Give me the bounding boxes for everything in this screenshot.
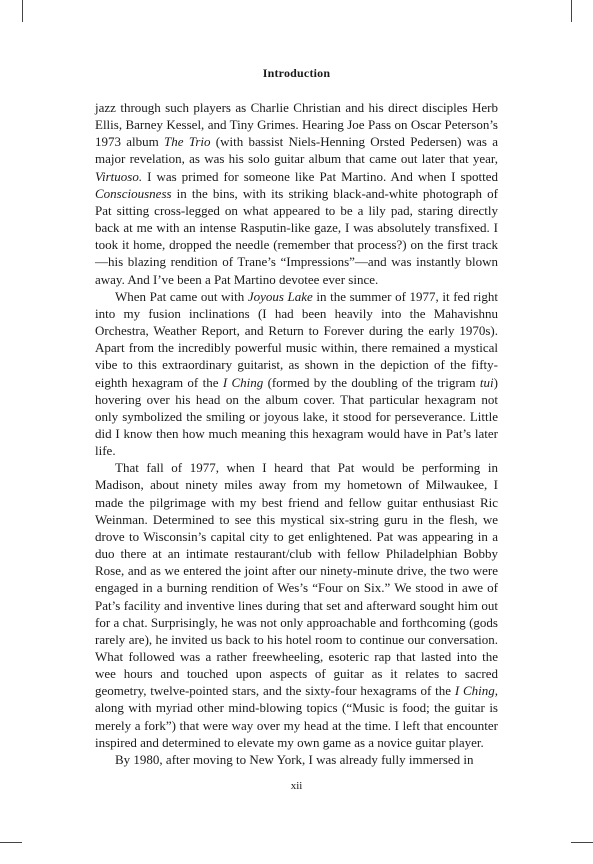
paragraph	[95, 459, 498, 751]
italic-title: I Ching,	[454, 683, 498, 699]
crop-mark-bottom-right	[571, 842, 593, 843]
text-run: in the summer of 1977, it fed right into my fusion inclinations (I had been heavily into the Mahavishnu Orchestra, Weather Report, and Return to Forever during the early 1970s). Apart from the incredibly powerful music within, there remained a mystical vibe to this extraordinary guitarist, as shown in the depiction of the fifty-eighth hexagram of the	[95, 288, 498, 390]
text-run: That fall of 1977, when I heard that Pat would be performing in Madison, about ninety miles away from my hometown of Milwaukee, I made the pilgrimage with my best friend and fellow guitar enthusiast Ric Weinman. Determined to see this mystical six-string guru in the flesh, we drove to Wisconsin’s capital city to get enlightened. Pat was appearing in a duo there at an intimate restaurant/club with fellow Philadelphian Bobby Rose, and as we entered the joint after our ninety-minute drive, the two were engaged in a burning rendition of Wes’s “Four on Six.” We stood in awe of Pat’s facility and inventive lines during that set and afterward sought him out for a chat. Surprisingly, he was not only approachable and forthcoming (gods rarely are), he invited us back to his hotel room to continue our conversation. What followed was a rather freewheeling, esoteric rap that lasted into the wee hours and touched upon aspects of guitar as it relates to sacred geometry, twelve-pointed stars, and the sixty-four hexagrams of the	[95, 460, 498, 699]
text-run: in the bins, with its striking black-and-white photograph of Pat sitting cross-legged on what appeared to be a lily pad, staring directly back at me with an intense Rasputin-like gaze, I was absolutely transfixed. I took it home, dropped the needle (remember that process?) on the first track—his blazing rendition of Trane’s “Impressions”—and was instantly blown away. And I’ve been a Pat Martino devotee ever since.	[95, 185, 498, 287]
paragraph	[95, 99, 498, 288]
text-run: By 1980, after moving to New York, I was already fully immersed in	[115, 751, 474, 767]
text-run: When Pat came out with	[115, 288, 248, 304]
crop-mark-top-left	[22, 0, 23, 22]
text-run: along with myriad other mind-blowing topics (“Music is food; the guitar is merely a fork”) that were way over my head at the time. I left that encounter inspired and determined to elevate my own game as a novice guitar player.	[95, 700, 498, 750]
text-run: (with bassist Niels-Henning Orsted Pedersen) was a major revelation, as was his solo guitar album that came out later that year,	[95, 134, 498, 167]
italic-title: I Ching	[222, 374, 264, 390]
italic-title: The Trio	[164, 134, 211, 150]
italic-title: tui	[479, 374, 494, 390]
page-number: xii	[290, 780, 303, 792]
paragraph	[95, 751, 498, 768]
running-header: Introduction	[262, 66, 331, 80]
italic-title: Virtuoso.	[95, 168, 143, 184]
italic-title: Consciousness	[95, 185, 172, 201]
body-text	[95, 99, 498, 768]
text-run: ) hovering over his head on the album cover. That particular hexagram not only symbolized the smiling or joyous lake, it stood for perseverance. Little did I know then how much meaning this hexagram would have in Pat’s later life.	[95, 374, 498, 459]
text-run: jazz through such players as Charlie Christian and his direct disciples Herb Ellis, Barney Kessel, and Tiny Grimes. Hearing Joe Pass on Oscar Peterson’s 1973 album	[95, 100, 498, 150]
paragraph	[95, 288, 498, 460]
crop-mark-top-right	[571, 0, 572, 22]
italic-title: Joyous Lake	[247, 288, 313, 304]
crop-mark-bottom-left	[0, 842, 22, 843]
text-run: I was primed for someone like Pat Martino. And when I spotted	[142, 168, 498, 184]
text-run: (formed by the doubling of the trigram	[263, 374, 480, 390]
